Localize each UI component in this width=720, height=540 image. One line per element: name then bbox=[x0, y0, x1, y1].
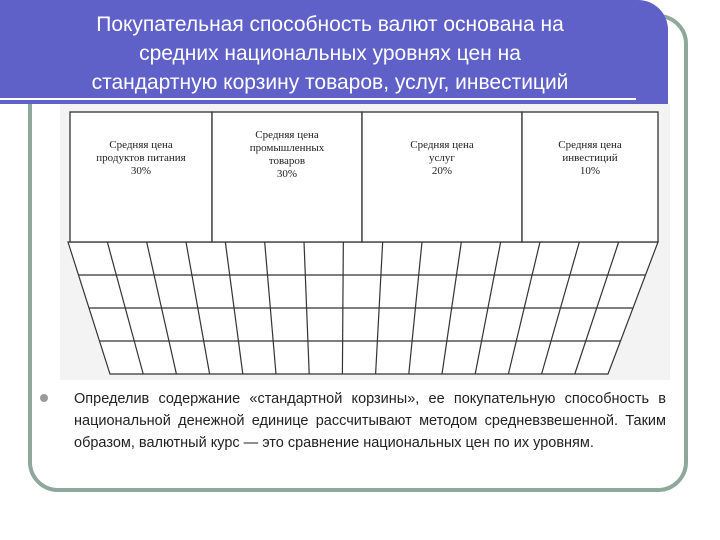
price-box bbox=[70, 112, 212, 242]
title-line-1: Покупательная способность валют основана на bbox=[96, 13, 564, 36]
price-box-label: 30% bbox=[130, 165, 152, 177]
price-box bbox=[362, 112, 522, 242]
price-box-label: Средняя цена bbox=[255, 129, 319, 141]
bullet-dot-icon bbox=[40, 394, 48, 402]
price-box-label: продуктов питания bbox=[96, 152, 186, 164]
slide-title bbox=[10, 10, 650, 97]
price-box-label: 20% bbox=[431, 165, 453, 177]
price-box-label: Средняя цена bbox=[410, 139, 474, 151]
price-box-label: инвестиций bbox=[562, 152, 618, 164]
price-box-label: 30% bbox=[276, 168, 298, 180]
price-box-label: товаров bbox=[268, 155, 306, 167]
title-line-2: средних национальных уровнях цен на bbox=[139, 42, 521, 65]
price-boxes bbox=[70, 112, 658, 242]
basket-diagram bbox=[60, 104, 670, 380]
price-box-label: Средняя цена bbox=[558, 139, 622, 151]
basket-svg bbox=[60, 104, 670, 380]
price-box-label: услуг bbox=[429, 152, 455, 164]
price-box-label: промышленных bbox=[249, 142, 325, 154]
bullet-text: Определив содержание «стандартной корзины», ее покупательную способность в национальной денежной единице рассчитывают методом средневзвешенной. Таким образом, валютный курс — это сравнение национальных цен по их уровням. bbox=[74, 391, 666, 451]
title-underline bbox=[0, 98, 636, 100]
price-box-label: Средняя цена bbox=[109, 139, 173, 151]
price-box-label: 10% bbox=[579, 165, 601, 177]
title-line-3: стандартную корзину товаров, услуг, инвестиций bbox=[91, 71, 569, 94]
price-box bbox=[522, 112, 658, 242]
title-bar bbox=[0, 0, 668, 104]
basket-grid bbox=[68, 242, 658, 374]
